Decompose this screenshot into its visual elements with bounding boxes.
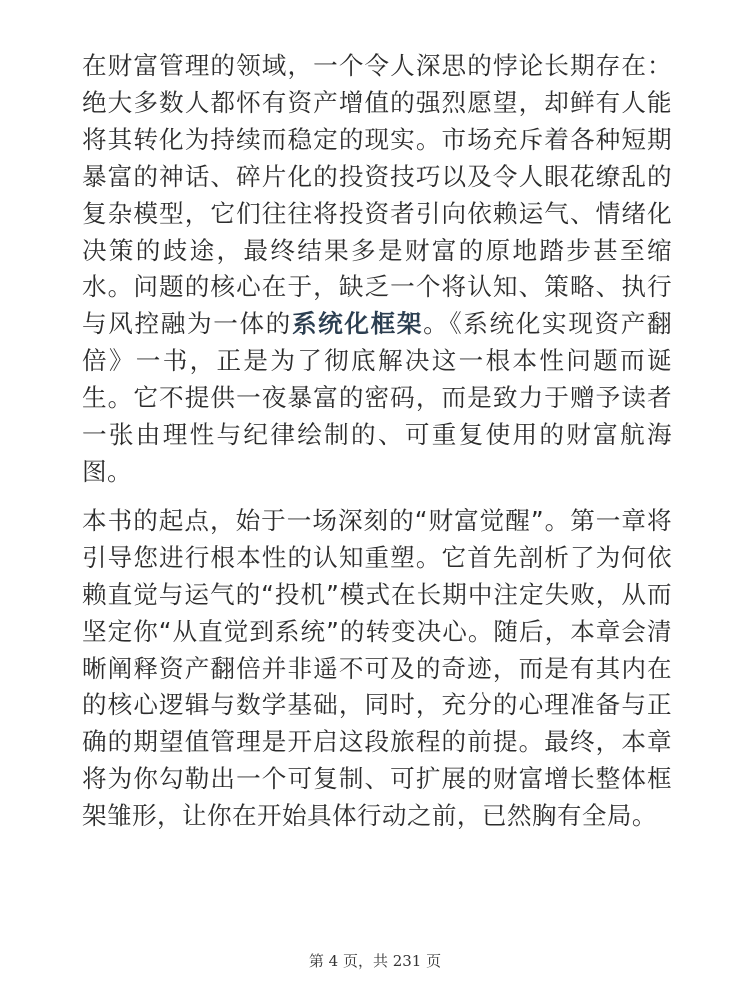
- paragraph-intro: [82, 48, 672, 491]
- paragraph-intro-continuation: 。《系统化实现资产翻倍》一书，正是为了彻底解决这一根本性问题而诞生。它不提供一夜暴富的密码，而是致力于赠予读者一张由理性与纪律绘制的、可重复使用的财富航海图。: [82, 309, 672, 486]
- page-number-footer: 第 4 页，共 231 页: [308, 952, 442, 970]
- emphasis-systematic-framework: 系统化框架: [291, 309, 424, 339]
- body-text: [82, 48, 672, 835]
- paragraph-chapter-one: 本书的起点，始于一场深刻的“财富觉醒”。第一章将引导您进行根本性的认知重塑。它首先剖析了为何依赖直觉与运气的“投机”模式在长期中注定失败，从而坚定你“从直觉到系统”的转变决心。随后，本章会清晰阐释资产翻倍并非遥不可及的奇迹，而是有其内在的核心逻辑与数学基础，同时，充分的心理准备与正确的期望值管理是开启这段旅程的前提。最终，本章将为你勾勒出一个可复制、可扩展的财富增长整体框架雏形，让你在开始具体行动之前，已然胸有全局。: [82, 505, 672, 831]
- paragraph-intro-text: 在财富管理的领域，一个令人深思的悖论长期存在：绝大多数人都怀有资产增值的强烈愿望，却鲜有人能将其转化为持续而稳定的现实。市场充斥着各种短期暴富的神话、碎片化的投资技巧以及令人眼花缭乱的复杂模型，它们往往将投资者引向依赖运气、情绪化决策的歧途，最终结果多是财富的原地踏步甚至缩水。问题的核心在于，缺乏一个将认知、策略、执行与风控融为一体的: [82, 51, 672, 339]
